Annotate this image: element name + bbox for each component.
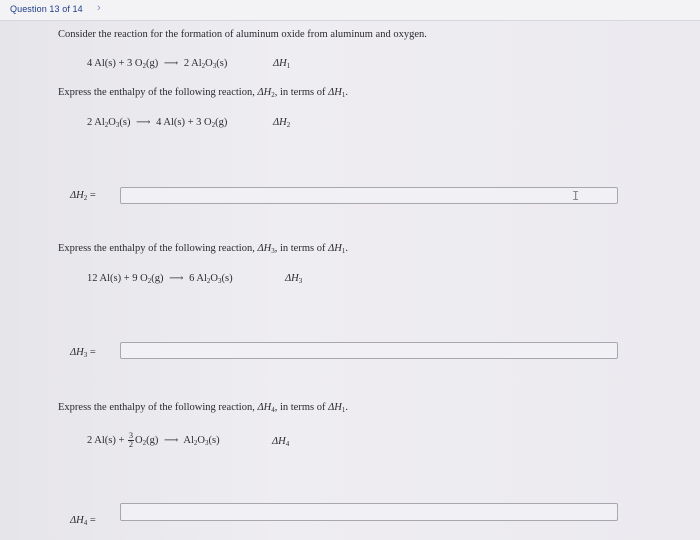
formation-reaction: 4 Al(s) + 3 $O_2(g)$ ⟶ 2 $Al_2O_3(s)$ bbox=[87, 58, 228, 70]
part4-reaction: 2 Al(s) + $\frac{3}{2}$ $O_2(g)$ ⟶ $Al_2O_3(s)$ bbox=[87, 431, 220, 449]
part3-prompt: Express the enthalpy of the following reaction, $\Delta H_3$, in terms of $\Delta H_1$. bbox=[58, 243, 348, 255]
part2-reaction: 2 $Al_2O_3(s)$ ⟶ 4 Al(s) + 3 $O_2(g)$ bbox=[87, 117, 228, 129]
enthalpy-label-3: $\Delta H_3$ bbox=[285, 273, 303, 285]
enthalpy-label-2: $\Delta H_2$ bbox=[273, 117, 291, 129]
question-counter: Question 13 of 14 bbox=[10, 4, 83, 14]
answer-label-dh4: $\Delta H_4$ = bbox=[70, 515, 96, 527]
part3-reaction: 12 Al(s) + 9 $O_2(g)$ ⟶ 6 $Al_2O_3(s)$ bbox=[87, 273, 233, 285]
answer-label-dh2: $\Delta H_2$ = bbox=[70, 190, 96, 202]
answer-input-dh2[interactable] bbox=[120, 187, 618, 204]
part2-prompt: Express the enthalpy of the following reaction, $\Delta H_2$, in terms of $\Delta H_1$. bbox=[58, 87, 348, 99]
fraction-three-halves: $\frac{3}{2}$ bbox=[129, 431, 134, 449]
text-cursor-icon: I bbox=[572, 189, 580, 203]
reaction-arrow-icon: ⟶ bbox=[169, 273, 184, 284]
reaction-arrow-icon: ⟶ bbox=[163, 58, 179, 69]
chevron-right-icon[interactable]: › bbox=[97, 2, 101, 14]
answer-label-dh3: $\Delta H_3$ = bbox=[70, 347, 96, 359]
reaction-arrow-icon: ⟶ bbox=[164, 434, 179, 446]
answer-input-dh4[interactable] bbox=[120, 503, 618, 521]
enthalpy-label-1: $\Delta H_1$ bbox=[273, 58, 291, 70]
question-header bbox=[0, 0, 700, 21]
intro-prompt: Consider the reaction for the formation of aluminum oxide from aluminum and oxygen. bbox=[58, 29, 427, 40]
enthalpy-label-4: $\Delta H_4$ bbox=[272, 436, 290, 448]
answer-input-dh3[interactable] bbox=[120, 342, 618, 359]
part4-prompt: Express the enthalpy of the following reaction, $\Delta H_4$, in terms of $\Delta H_1$. bbox=[58, 402, 348, 414]
reaction-arrow-icon: ⟶ bbox=[136, 117, 151, 128]
